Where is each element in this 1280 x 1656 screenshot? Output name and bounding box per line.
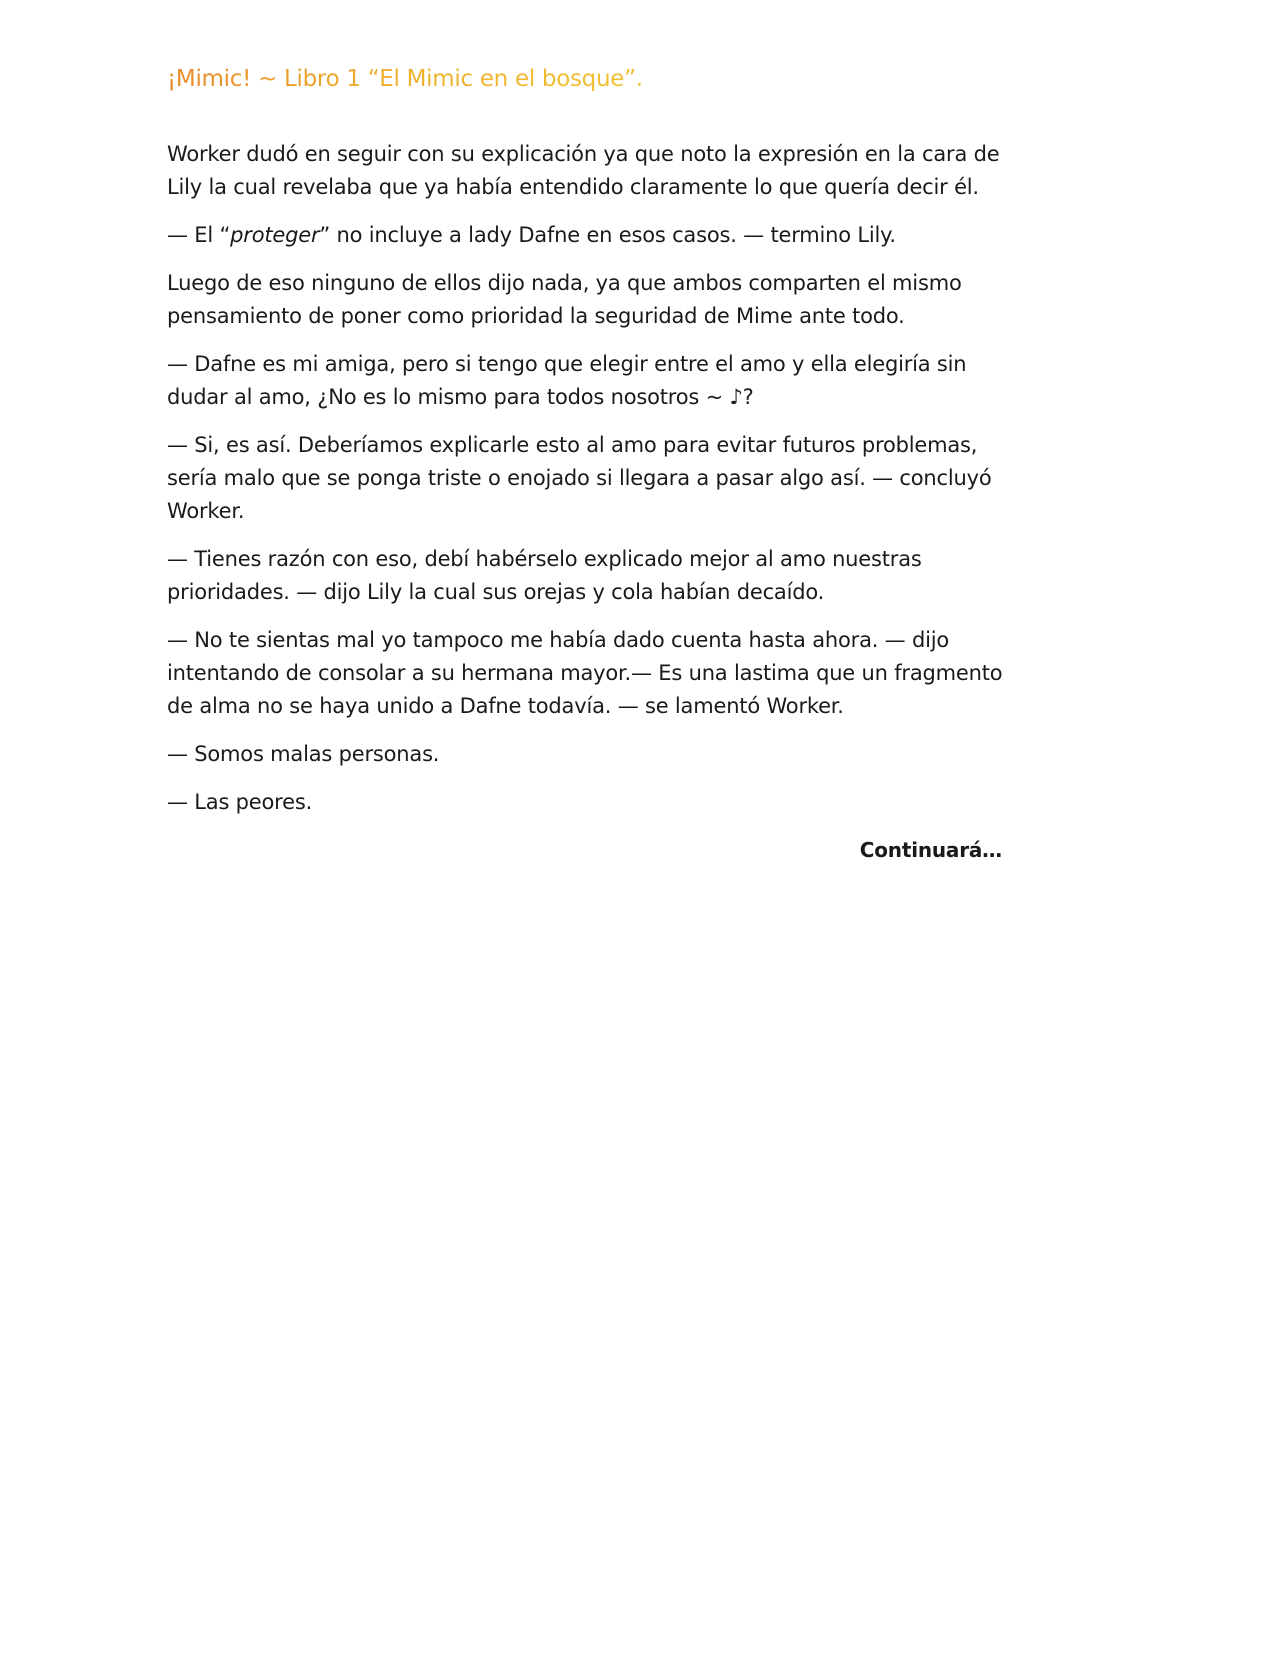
paragraph-2-before: — El “ [167, 223, 231, 247]
paragraph-7: — No te sientas mal yo tampoco me había dado cuenta hasta ahora. — dijo intentando de consolar a su hermana mayor.— Es una lastima que un fragmento de alma no se haya unido a Dafne todavía. — se lamentó Worker. [167, 628, 1003, 718]
paragraph-6: — Tienes razón con eso, debí habérselo explicado mejor al amo nuestras prioridades. — dijo Lily la cual sus orejas y cola habían decaído. [167, 547, 922, 604]
paragraph-5: — Si, es así. Deberíamos explicarle esto al amo para evitar futuros problemas, sería malo que se ponga triste o enojado si llegara a pasar algo así. — concluyó Worker. [167, 433, 992, 523]
paragraph-3: Luego de eso ninguno de ellos dijo nada, ya que ambos comparten el mismo pensamiento de poner como prioridad la seguridad de Mime ante todo. [167, 271, 962, 328]
paragraph-4: — Dafne es mi amiga, pero si tengo que elegir entre el amo y ella elegiría sin dudar al amo, ¿No es lo mismo para todos nosotros ~ ♪? [167, 352, 967, 409]
paragraph-2-after: ” no incluye a lady Dafne en esos casos. — termino Lily. [319, 223, 896, 247]
continued-label: Continuará… [859, 838, 1002, 862]
paragraph-2-emphasis: proteger [230, 223, 320, 247]
document-header: ¡Mimic! ~ Libro 1 “El Mimic en el bosque”. [167, 66, 643, 92]
paragraph-8: — Somos malas personas. [167, 742, 440, 766]
paragraph-9: — Las peores. [167, 790, 313, 814]
document-body [167, 138, 1007, 882]
paragraph-1: Worker dudó en seguir con su explicación ya que noto la expresión en la cara de Lily la cual revelaba que ya había entendido claramente lo que quería decir él. [167, 142, 1000, 199]
paragraph-2 [167, 219, 1007, 252]
